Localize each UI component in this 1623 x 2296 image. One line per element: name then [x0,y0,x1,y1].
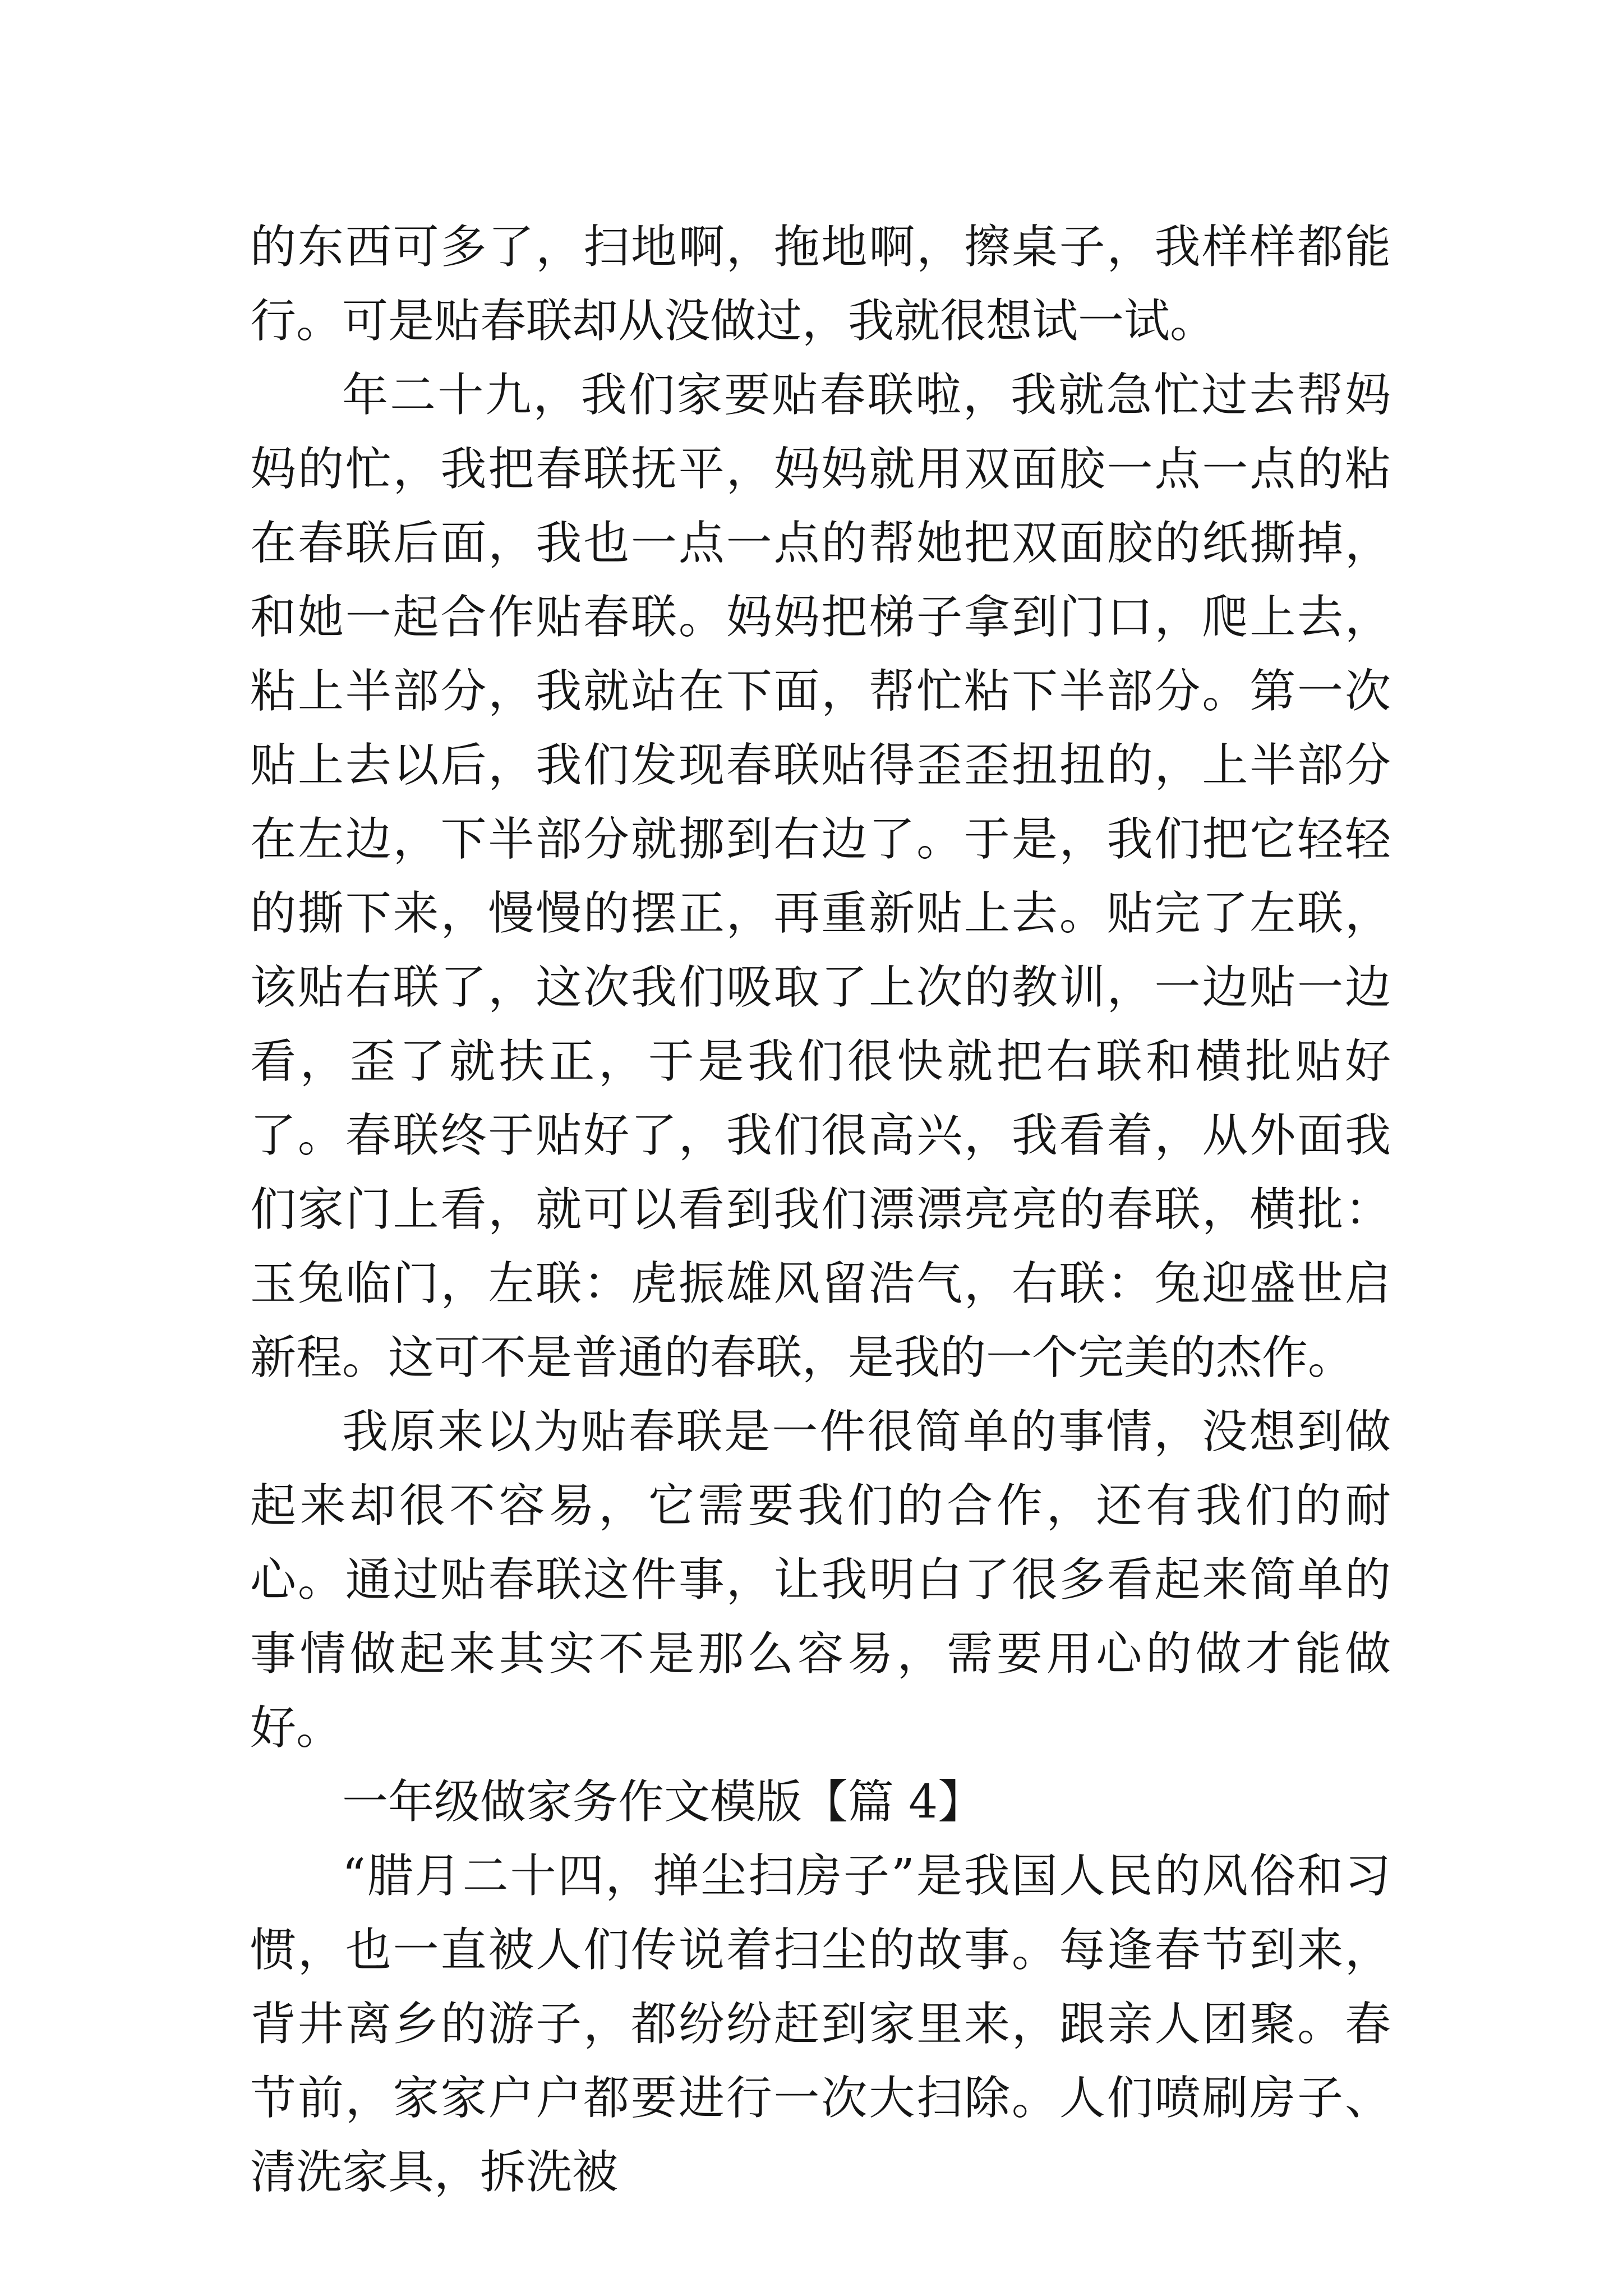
paragraph-reflection: 我原来以为贴春联是一件很简单的事情，没想到做起来却很不容易，它需要我们的合作，还有我们的耐心。通过贴春联这件事，让我明白了很多看起来简单的事情做起来其实不是那么容易，需要用心的做才能做好。 [250,1405,1391,1755]
paragraph-dust-sweeping: “腊月二十四，掸尘扫房子”是我国人民的风俗和习惯，也一直被人们传说着扫尘的故事。每逢春节到来，背井离乡的游子，都纷纷赶到家里来，跟亲人团聚。春节前，家家户户都要进行一次大扫除。人们喷刷房子、清洗家具，拆洗被 [250,1849,1391,2199]
section-heading: 一年级做家务作文模版【篇 4】 [342,1775,984,1829]
paragraph-spring-couplets: 年二十九，我们家要贴春联啦，我就急忙过去帮妈妈的忙，我把春联抚平，妈妈就用双面胶一点一点的粘在春联后面，我也一点一点的帮她把双面胶的纸撕掉，和她一起合作贴春联。妈妈把梯子拿到门口，爬上去，粘上半部分，我就站在下面，帮忙粘下半部分。第一次贴上去以后，我们发现春联贴得歪歪扭扭的，上半部分在左边，下半部分就挪到右边了。于是，我们把它轻轻的撕下来，慢慢的摆正，再重新贴上去。贴完了左联，该贴右联了，这次我们吸取了上次的教训，一边贴一边看，歪了就扶正，于是我们很快就把右联和横批贴好了。春联终于贴好了，我们很高兴，我看着，从外面我们家门上看，就可以看到我们漂漂亮亮的春联，横批：玉兔临门，左联：虎振雄风留浩气，右联：兔迎盛世启新程。这可不是普通的春联，是我的一个完美的杰作。 [250,369,1391,1384]
document-body [250,210,1391,2210]
paragraph-continued: 的东西可多了，扫地啊，拖地啊，擦桌子，我样样都能行。可是贴春联却从没做过，我就很想试一试。 [250,220,1391,348]
